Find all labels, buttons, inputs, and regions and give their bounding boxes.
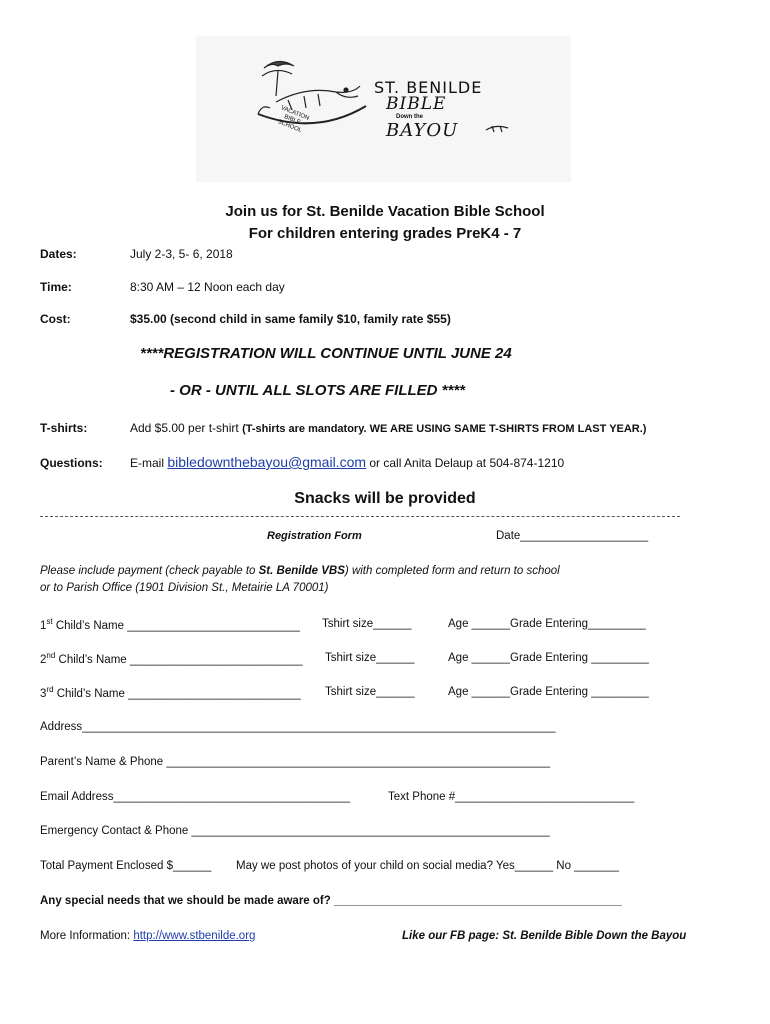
total-payment-field[interactable]: Total Payment Enclosed $______ <box>40 860 212 872</box>
questions-line <box>130 454 564 470</box>
child-3-age-grade-field[interactable]: Age ______Grade Entering _________ <box>448 686 649 698</box>
page-title: Join us for St. Benilde Vacation Bible School <box>225 203 545 220</box>
address-field[interactable]: Address__________________________________________________________________________ <box>40 721 556 733</box>
text-phone-field[interactable]: Text Phone #____________________________ <box>388 791 635 803</box>
email-address-field[interactable]: Email Address_____________________________________ <box>40 791 351 803</box>
registration-notice: ****REGISTRATION WILL CONTINUE UNTIL JUNE 24 <box>140 345 512 362</box>
alligator-in-canoe-icon <box>196 36 571 182</box>
child-2-age-grade-field[interactable]: Age ______Grade Entering _________ <box>448 652 649 664</box>
child-1-age-grade-field[interactable]: Age ______Grade Entering_________ <box>448 618 646 630</box>
emergency-contact-field[interactable]: Emergency Contact & Phone ________________________________________________________ <box>40 825 550 837</box>
snacks-heading: Snacks will be provided <box>294 490 476 507</box>
time-value: 8:30 AM – 12 Noon each day <box>130 280 285 294</box>
child-2-name-label: Child’s Name ___________________________ <box>55 653 303 666</box>
form-title: Registration Form <box>267 530 362 542</box>
logo-side-text: VACATION BIBLE SCHOOL <box>276 105 310 135</box>
child-3-ordinal-suffix: rd <box>46 685 54 694</box>
questions-suffix: or call Anita Delaup at 504-874-1210 <box>369 456 565 470</box>
form-instructions-2: or to Parish Office (1901 Division St., Metairie LA 70001) <box>40 582 329 594</box>
date-field[interactable]: Date____________________ <box>496 530 649 542</box>
parent-name-phone-field[interactable]: Parent’s Name & Phone ____________________________________________________________ <box>40 756 551 768</box>
tshirts-line <box>130 421 646 435</box>
form-instructions-1 <box>40 565 560 577</box>
page-subtitle: For children entering grades PreK4 - 7 <box>248 225 522 242</box>
time-label: Time: <box>40 280 72 294</box>
child-2-ordinal: 2 <box>40 653 47 666</box>
email-link[interactable]: bibledownthebayou@gmail.com <box>167 454 367 470</box>
questions-prefix: E-mail <box>130 456 165 470</box>
instructions-text-c: ) with completed form and return to school <box>344 565 560 577</box>
cost-value: $35.00 (second child in same family $10, family rate $55) <box>130 312 451 326</box>
child-1-tshirt-field[interactable]: Tshirt size______ <box>322 618 412 630</box>
cost-label: Cost: <box>40 312 71 326</box>
website-link[interactable]: http://www.stbenilde.org <box>133 930 256 942</box>
dates-label: Dates: <box>40 247 77 261</box>
child-3-tshirt-field[interactable]: Tshirt size______ <box>325 686 415 698</box>
more-info-line <box>40 930 255 942</box>
registration-notice-2: - OR - UNTIL ALL SLOTS ARE FILLED **** <box>170 382 466 399</box>
child-1-name-label: Child’s Name ___________________________ <box>52 619 300 632</box>
logo-line-1: ST. BENILDE <box>374 78 483 97</box>
child-1-name-field[interactable] <box>40 617 300 632</box>
child-2-name-field[interactable] <box>40 651 303 666</box>
photo-consent-field[interactable]: May we post photos of your child on social media? Yes______ No _______ <box>236 860 619 872</box>
facebook-note: Like our FB page: St. Benilde Bible Down the Bayou <box>402 930 687 942</box>
child-2-ordinal-suffix: nd <box>46 651 56 660</box>
more-info-label: More Information: <box>40 930 131 942</box>
tshirts-note: (T-shirts are mandatory. WE ARE USING SAME T-SHIRTS FROM LAST YEAR.) <box>242 423 647 435</box>
child-1-ordinal: 1 <box>40 619 47 632</box>
logo-line-3: Down the <box>396 114 423 120</box>
child-3-name-label: Child’s Name ___________________________ <box>53 687 301 700</box>
instructions-text-b: St. Benilde VBS <box>258 565 345 577</box>
special-needs-field[interactable]: Any special needs that we should be made aware of? _____________________________________________ <box>40 895 622 907</box>
logo <box>196 36 571 182</box>
logo-line-4: BAYOU <box>386 120 459 141</box>
questions-label: Questions: <box>40 456 103 470</box>
tshirts-value: Add $5.00 per t-shirt <box>130 421 239 435</box>
logo-line-2: BIBLE <box>386 94 447 114</box>
child-2-tshirt-field[interactable]: Tshirt size______ <box>325 652 415 664</box>
tshirts-label: T-shirts: <box>40 421 88 435</box>
child-3-name-field[interactable] <box>40 685 301 700</box>
instructions-text-a: Please include payment (check payable to <box>40 565 256 577</box>
dates-value: July 2-3, 5- 6, 2018 <box>130 247 233 261</box>
child-3-ordinal: 3 <box>40 687 47 700</box>
child-1-ordinal-suffix: st <box>46 617 53 626</box>
cut-line-divider <box>40 516 680 517</box>
